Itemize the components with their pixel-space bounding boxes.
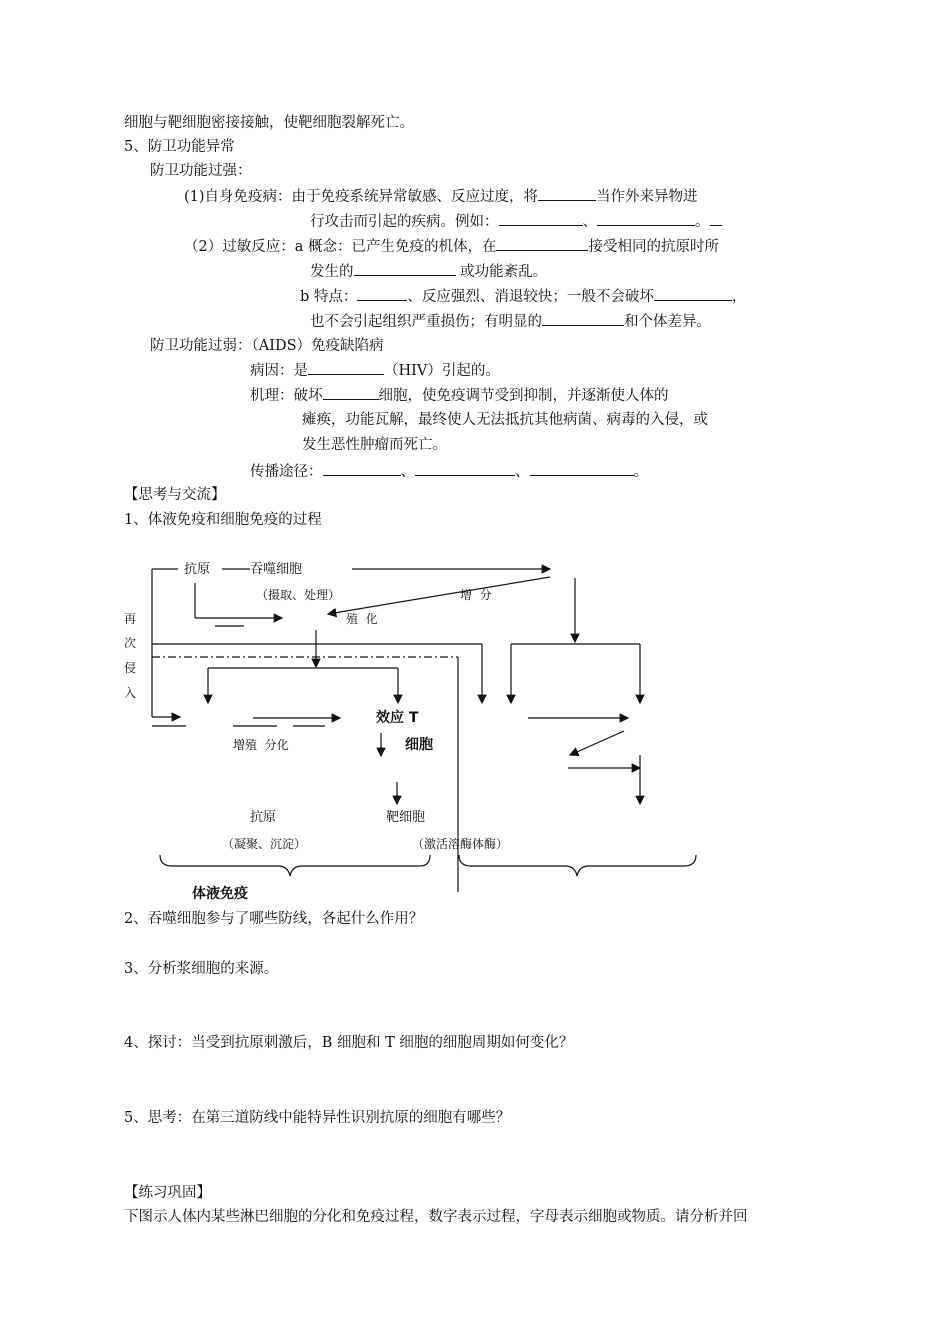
diagram-proliferate-label: 增 分 <box>460 588 492 602</box>
text-line-10: 防卫功能过弱：（AIDS）免疫缺陷病 <box>150 338 384 354</box>
practice-text: 下图示人体内某些淋巴细胞的分化和免疫过程，数字表示过程，字母表示细胞或物质。请分析并回 <box>124 1209 748 1225</box>
text-segment: （2）过敏反应：a 概念：已产生免疫的机体，在 <box>184 239 497 255</box>
diagram-agglutinate: （凝聚、沉淀） <box>222 837 307 851</box>
question-1: 1、体液免疫和细胞免疫的过程 <box>124 512 322 528</box>
reinvade-char-2: 次 <box>124 636 137 650</box>
diagram-target-cell: 靶细胞 <box>386 810 426 825</box>
text-segment: ， <box>731 289 747 305</box>
text-segment: 当作外来异物进 <box>596 189 698 205</box>
text-segment: 。 <box>695 214 710 230</box>
diagram-capture-label: （摄取、处理） <box>256 588 341 602</box>
question-2: 2、吞噬细胞参与了哪些防线，各起什么作用？ <box>124 911 424 927</box>
diagram-phagocyte: 吞噬细胞 <box>250 562 303 577</box>
text-segment: 、反应强烈、消退较快；一般不会破坏 <box>407 289 654 305</box>
reinvade-char-3: 侵 <box>124 661 137 675</box>
text-segment: (1)自身免疫病：由于免疫系统异常敏感、反应过度，将 <box>184 189 539 205</box>
question-4: 4、探讨：当受到抗原刺激后，B 细胞和 T 细胞的细胞周期如何变化？ <box>124 1035 574 1051</box>
text-segment: 。 <box>633 464 648 480</box>
text-segment: 或功能紊乱。 <box>455 264 548 280</box>
reinvade-char-4: 入 <box>124 686 137 700</box>
question-3: 3、分析浆细胞的来源。 <box>124 961 279 977</box>
diagram-effector-t-cell: 细胞 <box>405 737 433 753</box>
section-heading-think: 【思考与交流】 <box>124 487 226 503</box>
text-segment: 细胞，使免疫调节受到抑制，并逐渐使人体的 <box>378 388 669 404</box>
diagram-prolif-diff: 增殖 分化 <box>233 738 289 752</box>
text-segment: 也不会引起组织严重损伤；有明显的 <box>310 314 542 330</box>
text-segment: 发生的 <box>310 264 354 280</box>
question-5: 5、思考：在第三道防线中能特异性识别抗原的细胞有哪些？ <box>124 1110 511 1126</box>
diagram-proliferate-label-2: 殖 化 <box>346 612 378 626</box>
text-line-1: 细胞与靶细胞密接接触，使靶细胞裂解死亡。 <box>124 115 414 131</box>
text-segment: b 特点： <box>300 289 358 305</box>
diagram-activate: （激活溶酶体酶） <box>412 837 509 851</box>
section-heading-5: 5、防卫功能异常 <box>124 139 235 155</box>
text-segment: 、 <box>515 464 530 480</box>
diagram-humoral-label: 体液免疫 <box>192 886 248 902</box>
text-segment: 、 <box>582 214 597 230</box>
text-line-13: 瘫痪，功能瓦解，最终使人无法抵抗其他病菌、病毒的入侵，或 <box>302 412 708 428</box>
text-segment: 病因：是 <box>250 363 308 379</box>
text-segment: （HIV）引起的。 <box>384 363 500 379</box>
text-segment: 、 <box>400 464 415 480</box>
text-segment: 机理：破坏 <box>250 388 323 404</box>
text-segment: 接受相同的抗原时所 <box>588 239 719 255</box>
text-segment: 行攻击而引起的疾病。例如： <box>310 214 499 230</box>
diagram-antigen: 抗原 <box>184 562 211 577</box>
reinvade-char-1: 再 <box>124 612 137 626</box>
text-segment: 传播途径： <box>250 464 323 480</box>
text-line-14: 发生恶性肿瘤而死亡。 <box>302 437 447 453</box>
text-segment: 和个体差异。 <box>624 314 711 330</box>
diagram-antigen-2: 抗原 <box>250 810 277 825</box>
diagram-effector-t: 效应 T <box>376 710 419 726</box>
text-line-3: 防卫功能过强： <box>150 163 252 179</box>
section-heading-practice: 【练习巩固】 <box>124 1185 211 1201</box>
